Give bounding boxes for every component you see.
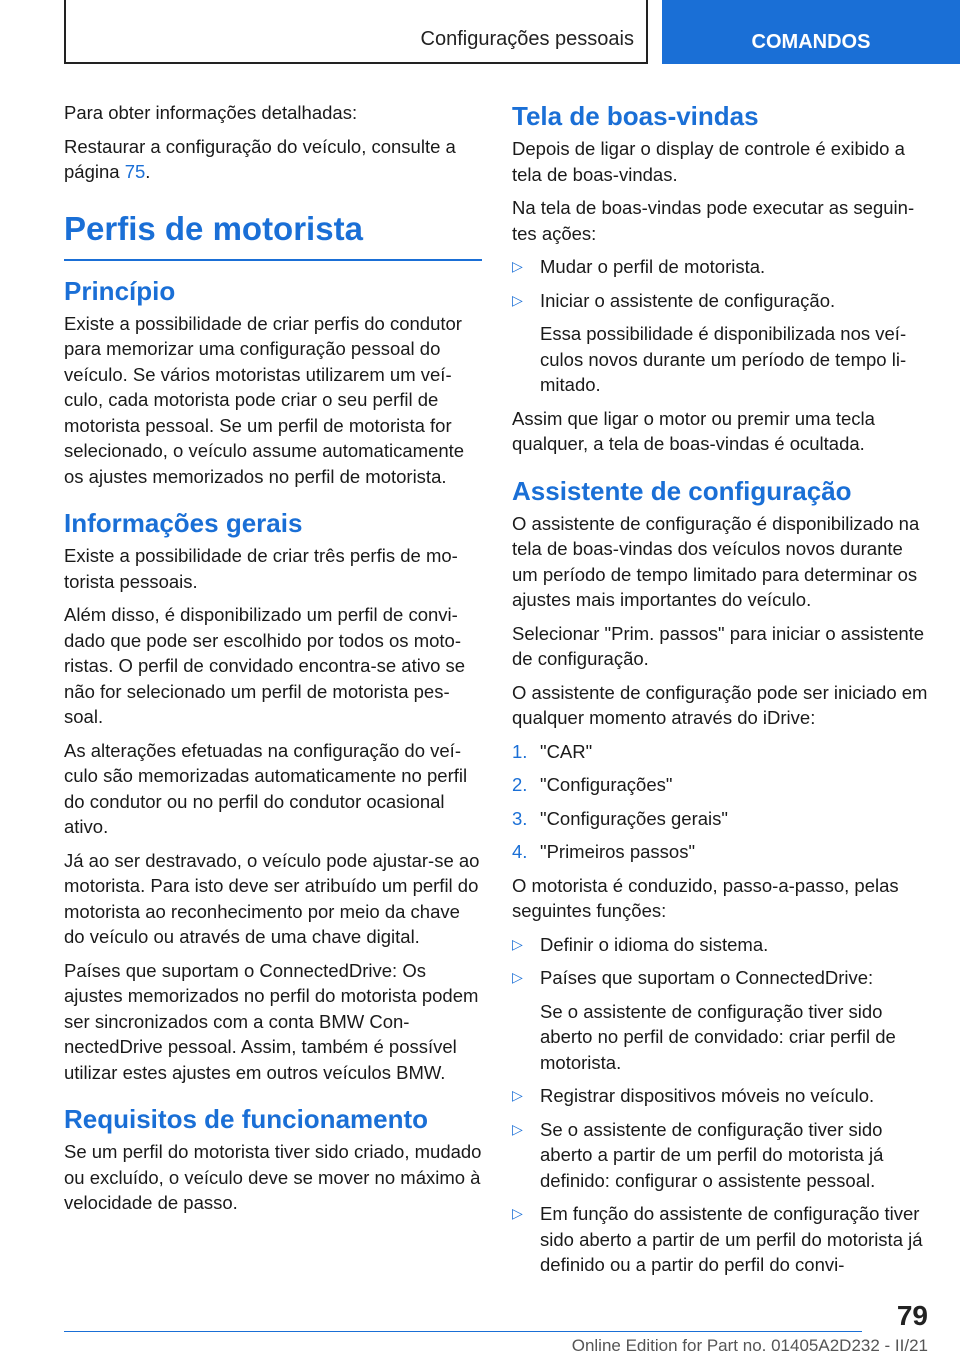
list-item-text: Definir o idioma do sistema. [540, 933, 769, 955]
right-column [512, 100, 930, 1286]
list-item-text: Registrar dispositivos móveis no veículo. [540, 1085, 875, 1106]
section-heading: Requisitos de funcionamento [64, 1104, 429, 1134]
list-item-text: Países que suportam o ConnectedDrive: [540, 967, 874, 988]
chapter-tab[interactable] [662, 0, 960, 64]
paragraph: Para obter informações detalhadas: [64, 102, 358, 123]
paragraph: Assim que ligar o motor ou premir uma tecla qualquer, a tela de boas-vindas é ocultada. [512, 407, 875, 454]
edition-note: Online Edition for Part no. 01405A2D232 - II/21 [571, 1336, 928, 1355]
left-column [64, 100, 482, 1224]
bullet-list [512, 932, 930, 1278]
paragraph: O assistente de configuração é disponibilizado na tela de boas-vindas dos veículos novos durante um período de tempo limitado para determinar os ajustes mais importantes do veículo. [512, 512, 920, 610]
paragraph: Selecionar "Prim. passos" para iniciar o assistente de configuração. [512, 622, 925, 669]
paragraph: Já ao ser destravado, o veículo pode ajustar-se ao motorista. Para isto deve ser atribuído um perfil do motorista ao reconhecimento por meio da chave do veículo ou através de uma chave digital. [64, 849, 480, 947]
header-box [64, 0, 648, 64]
chapter-heading: Perfis de motorista [64, 209, 482, 261]
list-item-note: Essa possibilidade é disponibilizada nos veículos novos durante um período de tempo limitado. [540, 323, 907, 395]
list-item-note: Se o assistente de configuração tiver sido aberto no perfil de convidado: criar perfil de motorista. [540, 1000, 896, 1073]
bullet-list [512, 254, 930, 398]
step-number: 3. [512, 807, 528, 829]
list-item [512, 288, 930, 398]
paragraph: Depois de ligar o display de controle é exibido a tela de boas-vindas. [512, 138, 905, 185]
paragraph [64, 134, 482, 185]
list-item [512, 1083, 930, 1109]
paragraph: Se um perfil do motorista tiver sido criado, mudado ou excluído, o veículo deve se mover no máximo à velocidade de passo. [64, 1141, 482, 1213]
list-item [512, 1201, 930, 1278]
list-item [512, 1117, 930, 1194]
step-number: 1. [512, 740, 528, 762]
triangle-right-icon: ▷ [512, 935, 523, 952]
step-text: "Configurações" [540, 774, 673, 795]
paragraph: As alterações efetuadas na configuração do veículo são memorizadas automaticamente no perfil do condutor ou no perfil do condutor ocasional ativo. [64, 739, 468, 837]
step-item [512, 739, 930, 765]
section-heading: Informações gerais [64, 508, 303, 538]
paragraph: O assistente de configuração pode ser iniciado em qualquer momento através do iDrive: [512, 681, 928, 728]
triangle-right-icon: ▷ [512, 969, 523, 985]
section-heading: Princípio [64, 275, 176, 306]
paragraph-end: . [145, 161, 151, 182]
triangle-right-icon: ▷ [512, 1120, 523, 1137]
chapter-tab-label: COMANDOS [751, 31, 871, 53]
paragraph-text: Restaurar a configuração do veículo, consulte a página [64, 135, 456, 182]
list-item-text: Em função do assistente de configuração tiver sido aberto a partir de um perfil do motorista já definido ou a partir do perfil do convi- [540, 1203, 923, 1275]
section-title: Configurações pessoais [420, 28, 634, 50]
triangle-right-icon: ▷ [512, 1087, 523, 1103]
step-number: 2. [512, 774, 528, 795]
step-item [512, 772, 930, 798]
step-text: "Configurações gerais" [540, 807, 728, 829]
page-number: 79 [896, 1300, 928, 1331]
paragraph: Países que suportam o ConnectedDrive: Os ajustes memorizados no perfil do motorista podem ser sincronizados com a conta BMW ConnectedDrive pessoal. Assim, também é possível utilizar estes ajustes em outros veículos BMW. [64, 959, 479, 1083]
step-text: "CAR" [540, 740, 593, 762]
list-item-text: Se o assistente de configuração tiver sido aberto a partir de um perfil do motorista já definido: configurar o assistente pessoal. [540, 1118, 884, 1191]
numbered-list [512, 739, 930, 865]
paragraph: Existe a possibilidade de criar três perfis de motorista pessoais. [64, 545, 458, 592]
triangle-right-icon: ▷ [512, 291, 523, 308]
list-item [512, 965, 930, 1075]
step-text: "Primeiros passos" [540, 841, 696, 862]
step-item [512, 806, 930, 832]
paragraph: O motorista é conduzido, passo-a-passo, pelas seguintes funções: [512, 874, 899, 921]
list-item [512, 932, 930, 958]
step-number: 4. [512, 841, 528, 862]
triangle-right-icon: ▷ [512, 258, 523, 274]
triangle-right-icon: ▷ [512, 1205, 523, 1221]
list-item-text: Iniciar o assistente de configuração. [540, 289, 836, 311]
footer-divider [64, 1331, 862, 1332]
paragraph: Na tela de boas-vindas pode executar as seguintes ações: [512, 197, 915, 244]
paragraph: Existe a possibilidade de criar perfis do condutor para memorizar uma configuração pessoal do veículo. Se vários motoristas utilizarem um veículo, cada motorista pode criar o seu perfil de motorista pessoal. Se um perfil de motorista for selecionado, o veículo assume automaticamente os ajustes memorizados no perfil de motorista. [64, 312, 465, 487]
list-item-text: Mudar o perfil de motorista. [540, 256, 766, 277]
step-item [512, 839, 930, 865]
list-item [512, 254, 930, 280]
section-heading: Tela de boas-vindas [512, 101, 759, 131]
paragraph: Além disso, é disponibilizado um perfil de convidado que pode ser escolhido por todos os motoristas. O perfil de convidado encontra-se ativo se não for selecionado um perfil de motorista pessoal. [64, 604, 466, 727]
section-heading: Assistente de configuração [512, 475, 852, 506]
page-link[interactable]: 75 [124, 161, 146, 182]
